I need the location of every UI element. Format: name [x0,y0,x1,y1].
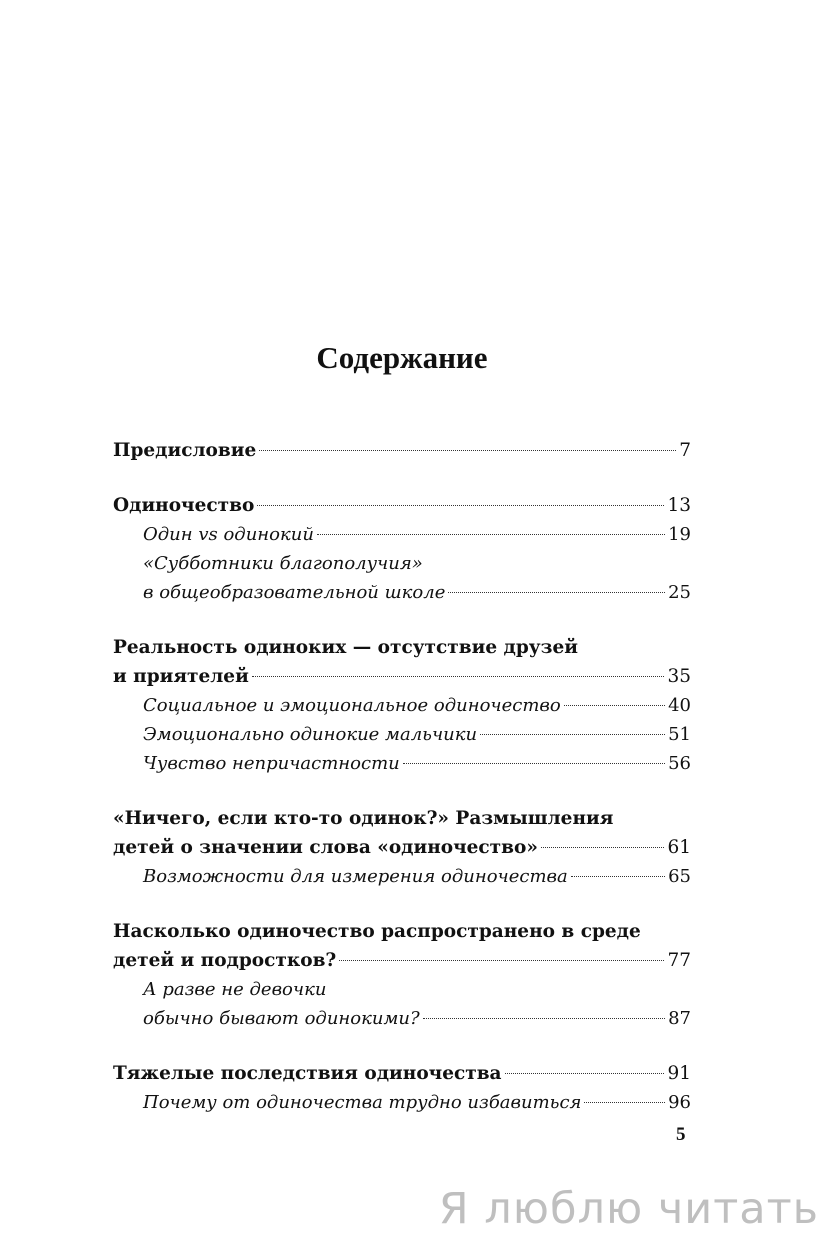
toc-entry-page: 61 [667,837,691,858]
toc-entry-page: 35 [667,666,691,687]
toc-entry-page: 51 [668,724,691,745]
dot-leader [252,676,665,677]
toc-entry-loneliness[interactable] [113,491,691,520]
toc-subentry-wellbeing[interactable] [113,578,691,607]
toc-entry-label: Социальное и эмоциональное одиночество [143,695,561,716]
toc-subentry-social-emotional[interactable] [113,691,691,720]
toc-entry-reflections-line1: «Ничего, если кто-то одинок?» Размышления [113,808,614,829]
dot-leader [317,534,665,535]
toc-subentry-alone-vs-lonely[interactable] [113,520,691,549]
toc-entry-page: 96 [668,1092,691,1113]
toc-entry-page: 40 [668,695,691,716]
toc-subentry-measurement[interactable] [113,862,691,891]
toc-entry-label: обычно бывают одинокими? [143,1008,420,1029]
dot-leader [584,1102,665,1103]
dot-leader [259,450,676,451]
toc-entry-label: в общеобразовательной школе [143,582,446,603]
dot-leader [257,505,664,506]
dot-leader [564,705,665,706]
watermark: Я люблю читать [438,1184,819,1234]
toc-entry-page: 77 [667,950,691,971]
toc-entry-label: Одиночество [113,495,255,516]
toc-entry-label: Один vs одинокий [143,524,314,545]
toc-subentry-boys[interactable] [113,720,691,749]
toc-entry-page: 19 [668,524,691,545]
page-title: Содержание [316,340,488,375]
toc-entry-label: и приятелей [113,666,249,687]
toc-entry-page: 25 [668,582,691,603]
toc-entry-label: детей и подростков? [113,950,337,971]
toc-entry-label: Почему от одиночества трудно избавиться [143,1092,582,1113]
dot-leader [448,592,665,593]
toc-entry-label: Чувство непричастности [143,753,400,774]
dot-leader [571,876,665,877]
toc-entry-page: 65 [668,866,691,887]
toc-entry-label: детей о значении слова «одиночество» [113,837,538,858]
toc-entry-page: 7 [679,440,691,461]
toc-entry-prevalence-line1: Насколько одиночество распространено в среде [113,921,641,942]
dot-leader [480,734,665,735]
toc-entry-label: Тяжелые последствия одиночества [113,1063,502,1084]
toc-subentry-hard-to-escape[interactable] [113,1088,691,1117]
page-number: 5 [676,1124,686,1145]
toc-entry-page: 13 [667,495,691,516]
toc-subentry-girls-line1: А разве не девочки [143,979,327,1000]
toc-subentry-wellbeing-line1: «Субботники благополучия» [143,553,423,574]
toc-entry-label: Предисловие [113,440,257,461]
toc-entry-label: Эмоционально одинокие мальчики [143,724,478,745]
dot-leader [339,960,664,961]
toc-entry-prevalence[interactable] [113,946,691,975]
dot-leader [403,763,665,764]
toc-entry-consequences[interactable] [113,1059,691,1088]
toc-entry-reality[interactable] [113,662,691,691]
dot-leader [505,1073,665,1074]
toc-entry-reflections[interactable] [113,833,691,862]
toc-subentry-girls[interactable] [113,1004,691,1033]
toc-entry-preface[interactable] [113,436,691,465]
toc-subentry-non-belonging[interactable] [113,749,691,778]
dot-leader [541,847,665,848]
dot-leader [423,1018,665,1019]
toc-entry-page: 56 [668,753,691,774]
toc-entry-label: Возможности для измерения одиночества [143,866,568,887]
table-of-contents [113,436,691,1117]
toc-entry-reality-line1: Реальность одиноких — отсутствие друзей [113,637,578,658]
toc-entry-page: 91 [667,1063,691,1084]
toc-entry-page: 87 [668,1008,691,1029]
